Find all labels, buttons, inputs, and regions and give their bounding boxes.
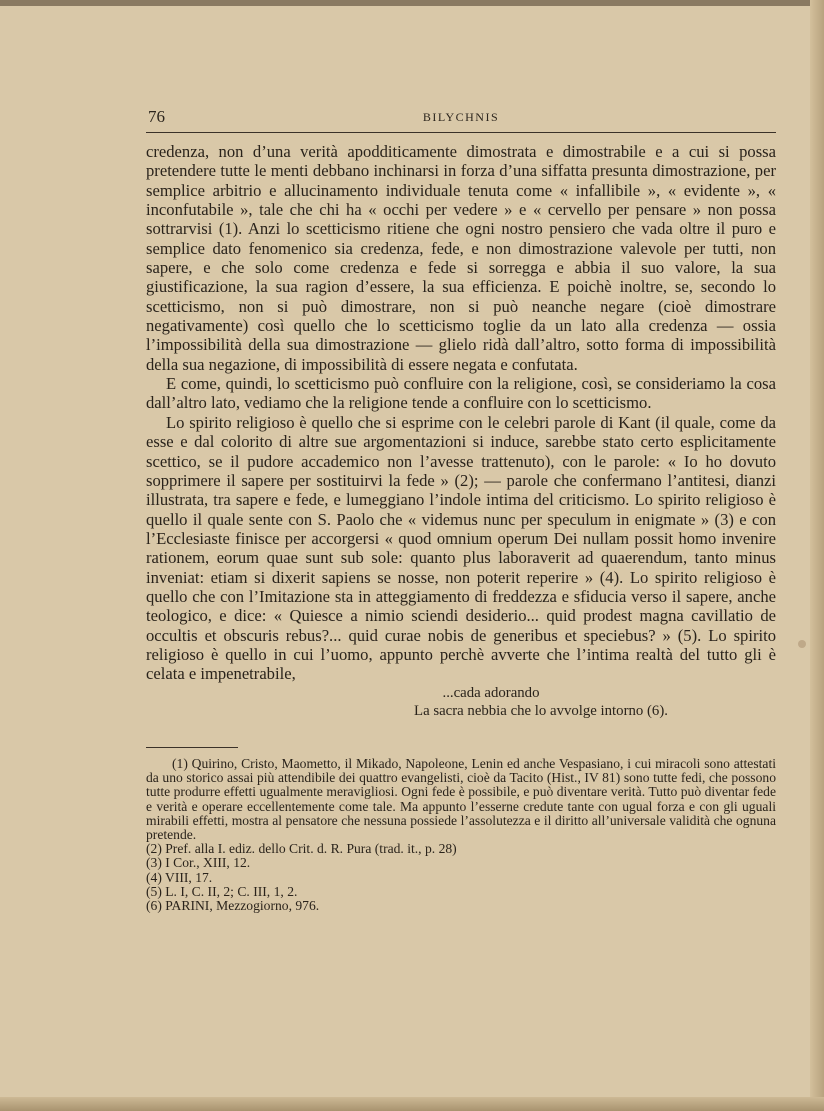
footnote-1: (1) Quirino, Cristo, Maometto, il Mikado, Napoleone, Lenin ed anche Vespasiano, i cui miracoli sono attestati da uno storico assai più attendibile dei quattro evangelisti, cioè da Tacito (Hist., IV 81) sono tutte fedi, che possono tutte produrre effetti ugualmente meravigliosi. Ogni fede è possibile, e può diventare verità. Tutto può diventar fede e verità e operare eccellentemente come tale. Ma appunto l’esserne credute tante con ugual forza e con gli uguali mirabili effetti, mostra al pensatore che nessuna possiede l’assolutezza e il diritto all’universale validità che ognuna pretende. [146,756,776,843]
page-number: 76 [148,107,165,126]
running-header [146,104,776,133]
page-top-edge [0,0,824,6]
footnote-3: (3) I Cor., XIII, 12. [146,855,251,871]
verse-line-1: ...cada adorando [442,684,540,701]
running-title: BILYCHNIS [422,110,500,124]
paragraph-3: Lo spirito religioso è quello che si esprime con le celebri parole di Kant (il quale, come da esse e dal colorito di altre sue argomentazioni si induce, sarebbe stato certo esplicitamente scettico, se il pudore accademico non l’avesse trattenuto), con le parole: « Io ho dovuto sopprimere il sapere per sostituirvi la fede » (2); — parole che confermano l’antitesi, dianzi illustrata, tra sapere e fede, e lumeggiano l’indole intima del criticismo. Lo spirito religioso è quello il quale sente con S. Paolo che « videmus nunc per speculum in enigmate » (3) e con l’Ecclesiaste finisce per accorgersi « quod omnium operum Dei nullam possit homo invenire rationem, eorum quae sunt sub sole: quanto plus laboraverit ad quaerendum, tanto minus inveniat: etiam si dixerit sapiens se nosse, non poterit reperire » (4). Lo spirito religioso è quello che con l’Imitazione sta in atteggiamento di freddezza e sfiducia verso il sapere, anche teologico, e dice: « Quiesce a nimio sciendi desiderio... quid prodest magna cavillatio de occultis et obscuris rebus?... quid curae nobis de generibus et speciebus? » (5). Lo spirito religioso è quello in cui l’uomo, appunto perchè avverte che l’intima realtà del tutto gli è celata e impenetrabile, [146,412,776,684]
footnote-6: (6) PARINI, Mezzogiorno, 976. [146,898,320,914]
paper-stain [798,640,806,648]
page-right-edge [810,0,824,1111]
verse-quote [146,684,776,720]
paragraph-2: E come, quindi, lo scetticismo può confluire con la religione, così, se consideriamo la cosa dall’altro lato, vediamo che la religione tende a confluire con lo scetticismo. [146,374,776,413]
paragraph-1: credenza, non d’una verità apodditicamente dimostrata e dimostrabile e a cui si possa pretendere tutte le menti debbano inchinarsi in forza d’una siffatta presunta dimostrazione, per semplice arbitrio e allucinamento individuale tenuta come « infallibile », « evidente », « inconfutabile », tale che chi ha « occhi per vedere » e « cervello per pensare » non possa sottrarvisi (1). Anzi lo scetticismo ritiene che ogni nostro pensiero che vada oltre il puro e semplice dato fenomenico sia credenza, fede, e non dimostrazione valevole per tutti, non sapere, e che solo come credenza e fede si sorregga e abbia il suo valore, la sua giustificazione, la sua ragion d’essere, la sua efficienza. E poichè inoltre, se, secondo lo scetticismo, non si può dimostrare, non si può neanche negare (cioè dimostrare negativamente) così quello che lo scetticismo toglie da un lato alla credenza — ossia l’impossibilità della sua dimostrazione — glielo ridà dall’altro, sotto forma di impossibilità della sua negazione, di impossibilità di essere negata e confutata. [146,142,776,374]
footnotes [146,757,776,913]
footnote-4: (4) VIII, 17. [146,869,213,885]
footnote-5: (5) L. I, C. II, 2; C. III, 1, 2. [146,883,298,899]
body-text [146,142,776,720]
footnote-2: (2) Pref. alla I. ediz. dello Crit. d. R. Pura (trad. it., p. 28) [146,841,457,857]
page-bottom-edge [0,1097,824,1111]
verse-line-2: La sacra nebbia che lo avvolge intorno (6). [414,702,668,719]
footnote-rule [146,747,238,748]
